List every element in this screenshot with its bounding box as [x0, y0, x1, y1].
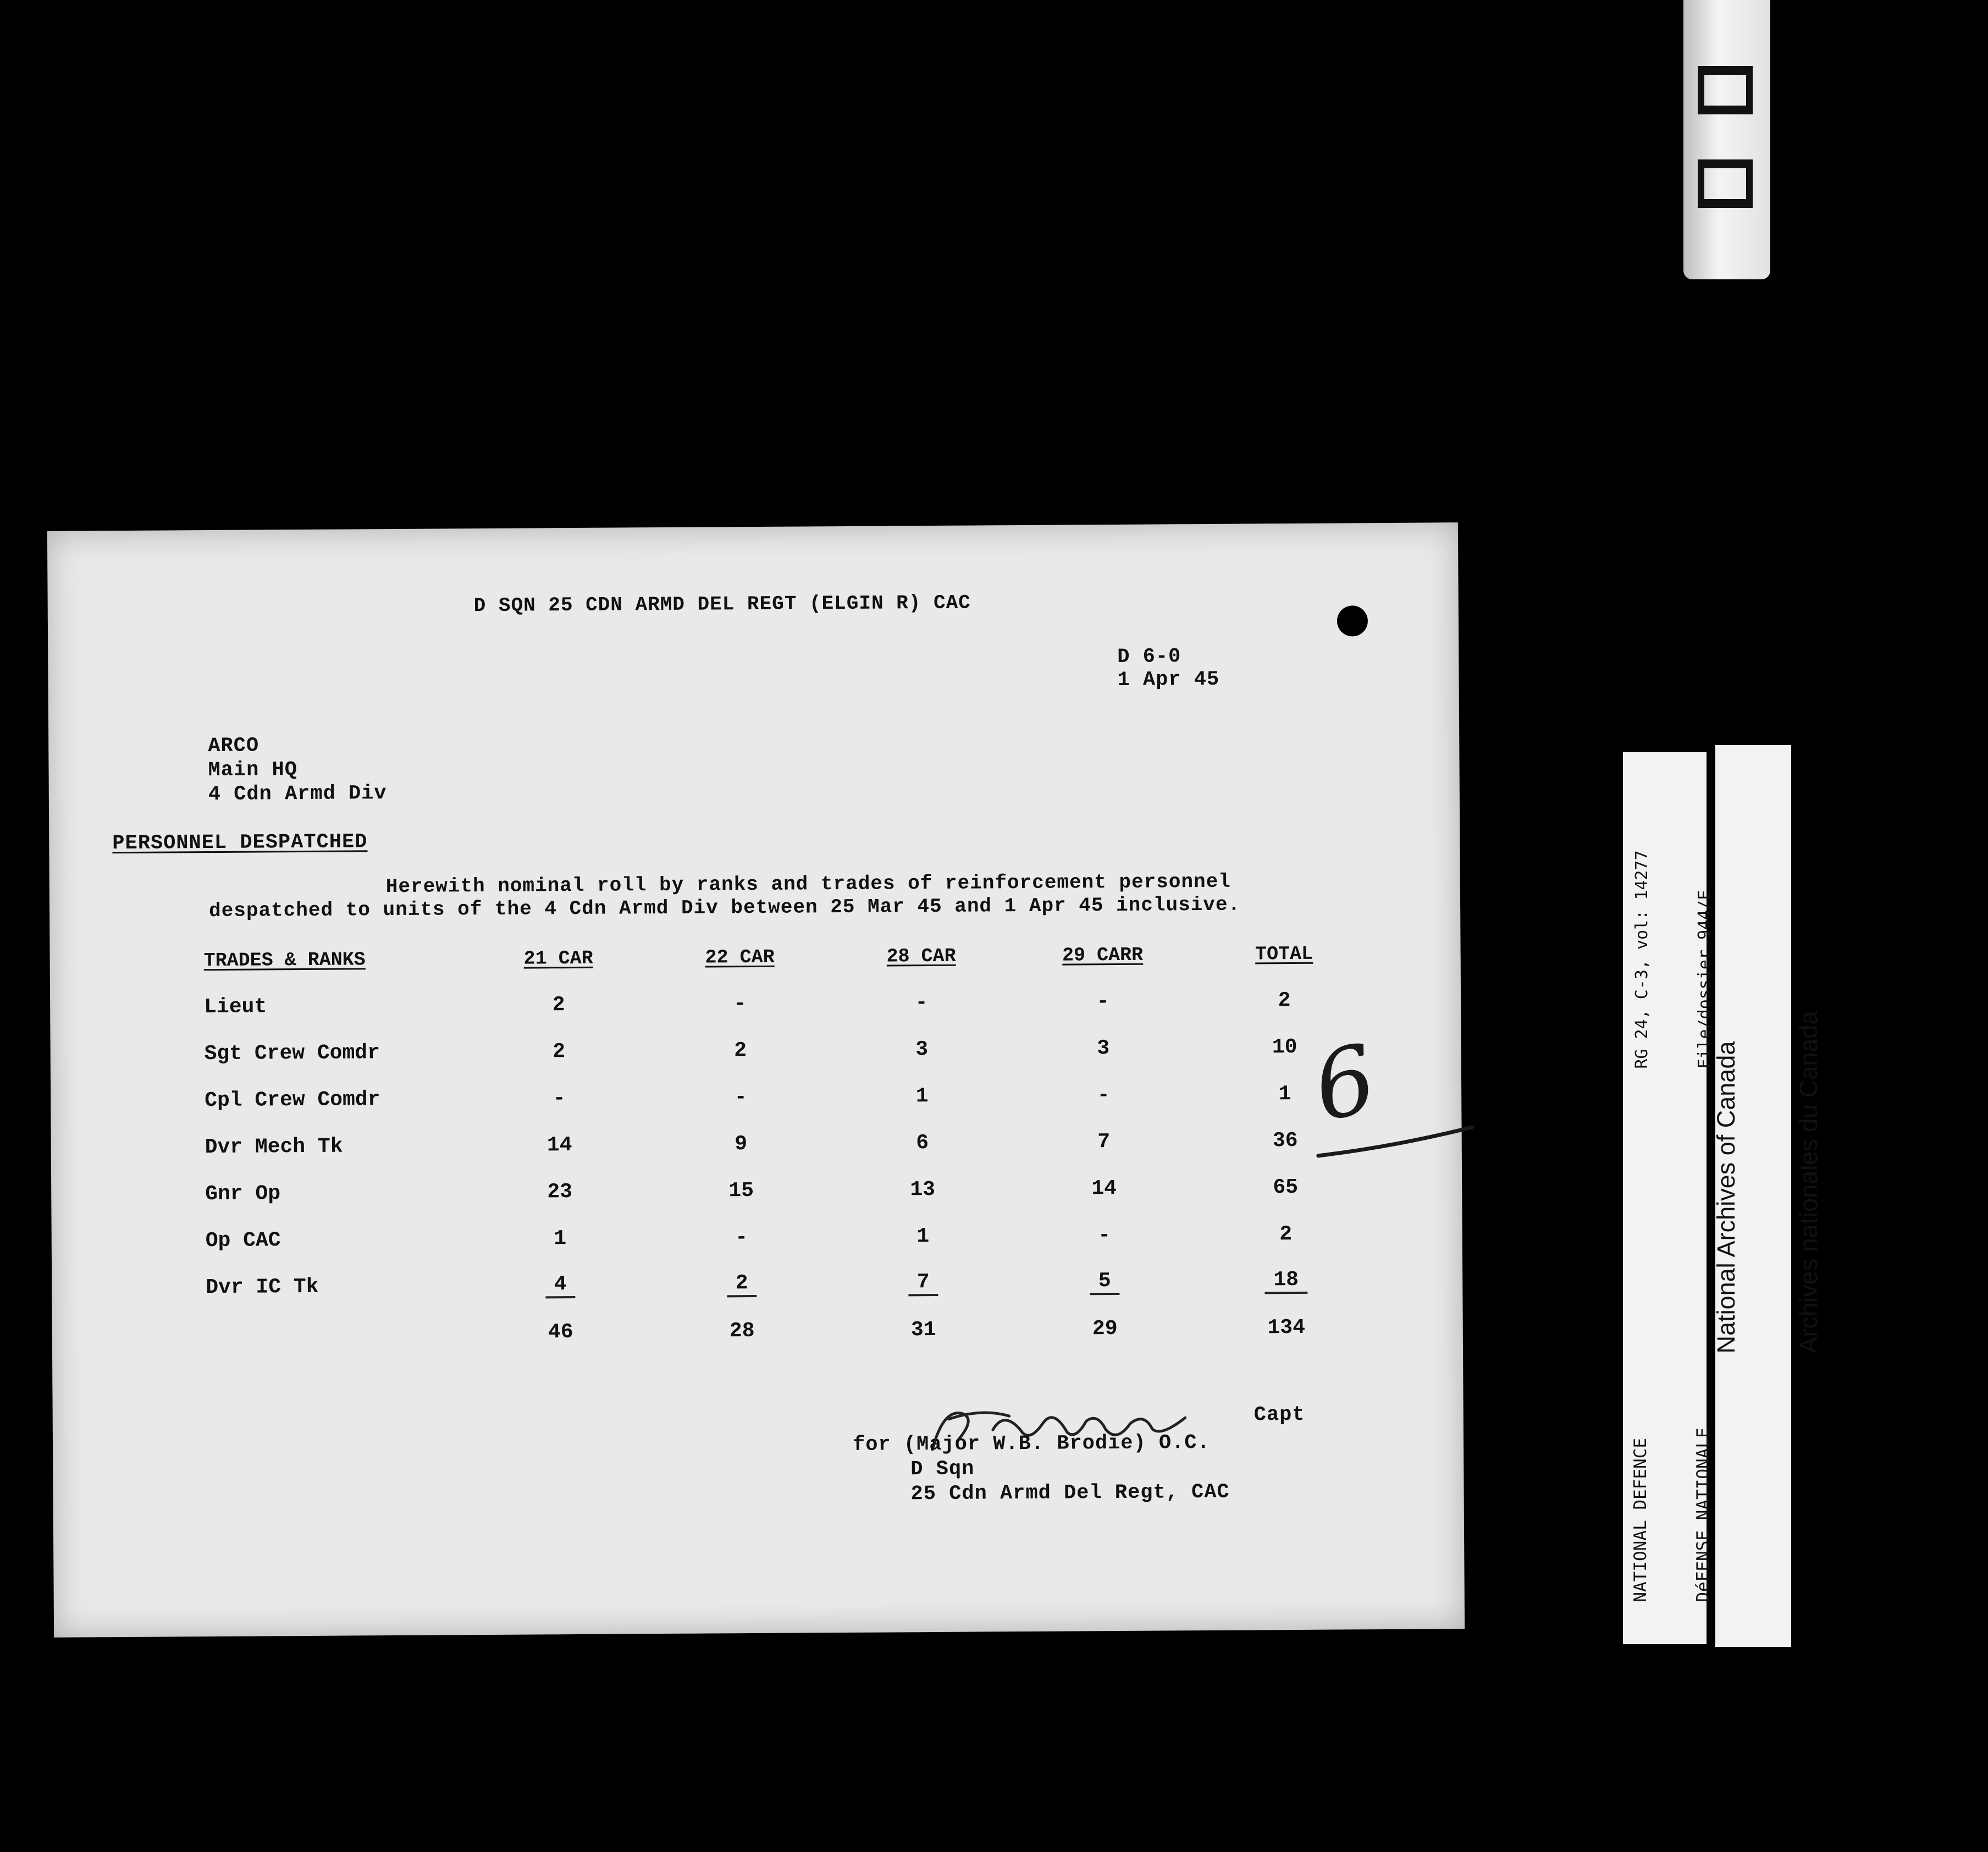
cell-29-carr: - [1097, 1083, 1110, 1107]
header-29-carr: 29 CARR [1062, 944, 1144, 967]
signature-rank: Capt [1253, 1403, 1305, 1427]
document-heading: D SQN 25 CDN ARMD DEL REGT (ELGIN R) CAC [473, 591, 971, 618]
cell-total: 36 [1272, 1128, 1298, 1153]
cell-total: 10 [1272, 1035, 1297, 1060]
table-row [204, 977, 1375, 1030]
cell-28-car: 3 [915, 1038, 929, 1062]
total-21-car: 46 [548, 1320, 573, 1344]
cell-21-car: 2 [553, 1040, 566, 1064]
body-line-2: despatched to units of the 4 Cdn Armd Div between 25 Mar 45 and 1 Apr 45 inclusive. [208, 893, 1241, 923]
signature-line-2: D Sqn [910, 1457, 975, 1481]
cell-29-carr: 5 [1014, 1258, 1196, 1306]
table-row [205, 1117, 1376, 1171]
cell-29-carr: 3 [1097, 1037, 1110, 1061]
cell-28-car: 7 [832, 1259, 1014, 1307]
cell-21-car: 23 [547, 1180, 573, 1204]
cell-29-carr: 14 [1091, 1176, 1117, 1201]
frame-marker-upper [1698, 66, 1753, 114]
table-row [205, 1070, 1376, 1124]
totals-label [206, 1309, 471, 1358]
cell-28-car: 13 [910, 1178, 936, 1202]
header-total: TOTAL [1255, 942, 1313, 965]
table-row [205, 1164, 1376, 1217]
signature-line-3: 25 Cdn Armd Del Regt, CAC [910, 1480, 1230, 1506]
body-line-1: Herewith nominal roll by ranks and trades of reinforcement personnel [385, 870, 1231, 899]
address-line-2: Main HQ [208, 758, 298, 782]
total-28-car: 31 [910, 1318, 936, 1342]
grand-total: 134 [1267, 1315, 1306, 1340]
cell-21-car: 4 [470, 1261, 651, 1309]
document-sheet [47, 522, 1465, 1638]
cell-28-car: - [915, 991, 928, 1015]
total-29-carr: 29 [1092, 1316, 1118, 1341]
header-28-car: 28 CAR [886, 945, 956, 968]
cell-28-car: 1 [915, 1084, 929, 1109]
subject-line: PERSONNEL DESPATCHED [112, 830, 368, 856]
table-row [204, 1023, 1375, 1077]
row-trade: Sgt Crew Comdr [204, 1041, 380, 1066]
film-frame-tab [1683, 0, 1770, 279]
signature-line-1: for (Major W.B. Brodie) O.C. [852, 1431, 1210, 1457]
cell-28-car: 1 [916, 1225, 930, 1249]
handwritten-stroke [1315, 1116, 1475, 1167]
row-trade: Dvr IC Tk [206, 1275, 319, 1300]
nominal-roll-table [203, 930, 1377, 1358]
institution-line-en: National Archives of Canada [1712, 1041, 1740, 1354]
cell-total: 1 [1278, 1082, 1291, 1106]
cell-22-car: - [735, 1226, 748, 1250]
document-date: 1 Apr 45 [1117, 668, 1220, 692]
department-line-fr: DéFENSE NATIONALE [1693, 1427, 1713, 1602]
header-22-car: 22 CAR [705, 946, 775, 969]
row-trade: Op CAC [205, 1228, 281, 1253]
cell-22-car: 2 [734, 1039, 747, 1063]
row-trade: Lieut [204, 995, 267, 1019]
cell-total: 2 [1278, 989, 1291, 1013]
row-trade: Gnr Op [205, 1182, 281, 1206]
cell-total: 65 [1273, 1175, 1299, 1200]
institution-text [1658, 1011, 1850, 1354]
cell-29-carr: 7 [1097, 1130, 1111, 1154]
frame-marker-lower [1698, 159, 1753, 208]
total-22-car: 28 [729, 1319, 755, 1343]
cell-29-carr: - [1096, 990, 1109, 1014]
institution-line-fr: Archives nationales du Canada [1794, 1011, 1823, 1354]
archive-department-text [1588, 1427, 1735, 1602]
row-trade: Dvr Mech Tk [205, 1134, 343, 1160]
archive-reference-line-2: File/dossier 944/E [1695, 890, 1714, 1069]
cell-21-car: 2 [552, 993, 565, 1017]
handwritten-number: 6 [1304, 1024, 1386, 1143]
address-line-3: 4 Cdn Armd Div [208, 782, 387, 807]
table-row [206, 1257, 1377, 1311]
file-reference: D 6-0 [1117, 645, 1181, 669]
row-trade: Cpl Crew Comdr [205, 1088, 380, 1113]
cell-total: 18 [1195, 1257, 1377, 1305]
archive-reference-line-1: RG 24, C-3, vol: 14277 [1632, 850, 1652, 1069]
cell-28-car: 6 [916, 1131, 929, 1155]
table-header-row [203, 930, 1374, 984]
header-trades-ranks: TRADES & RANKS [203, 948, 366, 972]
cell-21-car: 1 [554, 1227, 567, 1251]
cell-22-car: 15 [728, 1179, 754, 1203]
cell-22-car: 2 [651, 1260, 833, 1308]
table-row [206, 1210, 1377, 1264]
totals-row [206, 1304, 1377, 1358]
punch-hole [1337, 605, 1368, 636]
cell-22-car: - [734, 1085, 747, 1110]
cell-29-carr: - [1098, 1223, 1111, 1248]
header-21-car: 21 CAR [523, 947, 593, 970]
cell-22-car: 9 [735, 1132, 748, 1156]
cell-total: 2 [1279, 1222, 1293, 1247]
cell-21-car: - [553, 1087, 566, 1111]
address-line-1: ARCO [208, 734, 259, 758]
department-line-en: NATIONAL DEFENCE [1631, 1438, 1650, 1602]
cell-21-car: 14 [546, 1133, 572, 1158]
cell-22-car: - [733, 992, 747, 1016]
